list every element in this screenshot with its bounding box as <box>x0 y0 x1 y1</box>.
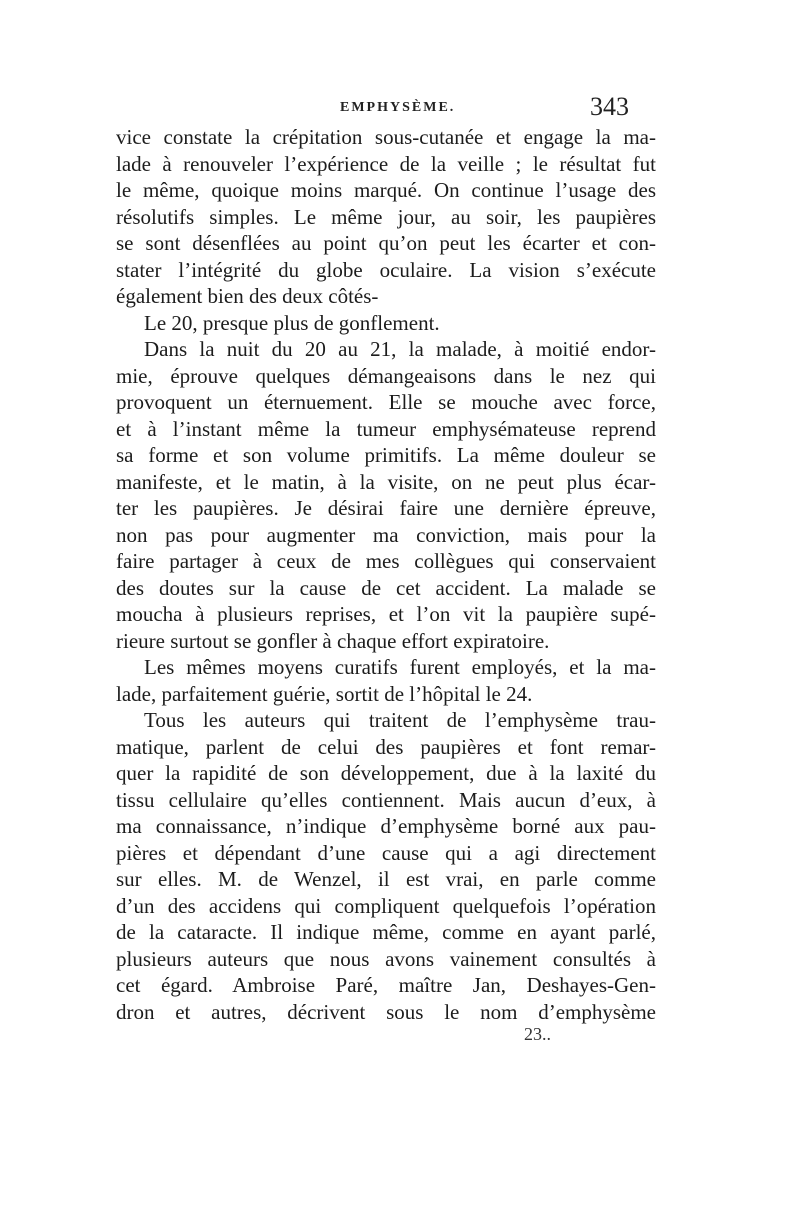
text-line: Tous les auteurs qui traitent de l’emphysème trau- <box>144 708 656 732</box>
running-title: EMPHYSÈME. <box>340 100 456 115</box>
text-line: provoquent un éternuement. Elle se mouche avec force, <box>116 390 656 414</box>
text-line: plusieurs auteurs que nous avons vainement consultés à <box>116 946 656 971</box>
text-line: ma connaissance, n’indique d’emphysème borné aux pau- <box>116 814 656 838</box>
text-line: Le 20, presque plus de gonflement. <box>144 310 440 335</box>
text-line: d’un des accidens qui compliquent quelquefois l’opération <box>116 893 656 918</box>
text-line: matique, parlent de celui des paupières et font remar- <box>116 734 656 759</box>
text-line: résolutifs simples. Le même jour, au soir, les paupières <box>116 204 656 229</box>
text-line: non pas pour augmenter ma conviction, mais pour la <box>116 522 656 547</box>
text-line: mie, éprouve quelques démangeaisons dans le nez qui <box>116 363 656 388</box>
text-line: pières et dépendant d’une cause qui a agi directement <box>116 840 656 865</box>
text-line: de la cataracte. Il indique même, comme en ayant parlé, <box>116 920 656 944</box>
text-line: lade, parfaitement guérie, sortit de l’hôpital le 24. <box>116 681 533 706</box>
text-line: également bien des deux côtés- <box>116 284 379 308</box>
text-line: vice constate la crépitation sous-cutanée et engage la ma- <box>116 125 656 149</box>
text-line: stater l’intégrité du globe oculaire. La vision s’exécute <box>116 257 656 282</box>
text-line: sur elles. M. de Wenzel, il est vrai, en parle comme <box>116 867 656 891</box>
page-number: 343 <box>590 92 629 121</box>
text-line: rieure surtout se gonfler à chaque effort expiratoire. <box>116 628 550 653</box>
text-line: manifeste, et le matin, à la visite, on ne peut plus écar- <box>116 469 656 494</box>
text-line: sa forme et son volume primitifs. La même douleur se <box>116 443 656 467</box>
text-line: ter les paupières. Je désirai faire une dernière épreuve, <box>116 496 656 520</box>
text-line: cet égard. Ambroise Paré, maître Jan, Deshayes-Gen- <box>116 973 656 997</box>
text-line: le même, quoique moins marqué. On continue l’usage des <box>116 178 656 202</box>
text-line: dron et autres, décrivent sous le nom d’emphysème <box>116 999 656 1024</box>
text-line: tissu cellulaire qu’elles contiennent. Mais aucun d’eux, à <box>116 787 656 812</box>
signature-mark: 23.. <box>524 1024 551 1044</box>
text-line: faire partager à ceux de mes collègues qui conservaient <box>116 549 656 573</box>
text-line: quer la rapidité de son développement, due à la laxité du <box>116 761 656 785</box>
text-line: lade à renouveler l’expérience de la veille ; le résultat fut <box>116 151 656 176</box>
text-line: Les mêmes moyens curatifs furent employés, et la ma- <box>144 655 656 679</box>
text-line: se sont désenflées au point qu’on peut les écarter et con- <box>116 231 656 255</box>
text-line: des doutes sur la cause de cet accident. La malade se <box>116 575 656 600</box>
body-text <box>116 124 656 1025</box>
text-line: Dans la nuit du 20 au 21, la malade, à moitié endor- <box>144 337 656 361</box>
text-line: moucha à plusieurs reprises, et l’on vit la paupière supé- <box>116 602 656 626</box>
text-line: et à l’instant même la tumeur emphysémateuse reprend <box>116 416 656 441</box>
